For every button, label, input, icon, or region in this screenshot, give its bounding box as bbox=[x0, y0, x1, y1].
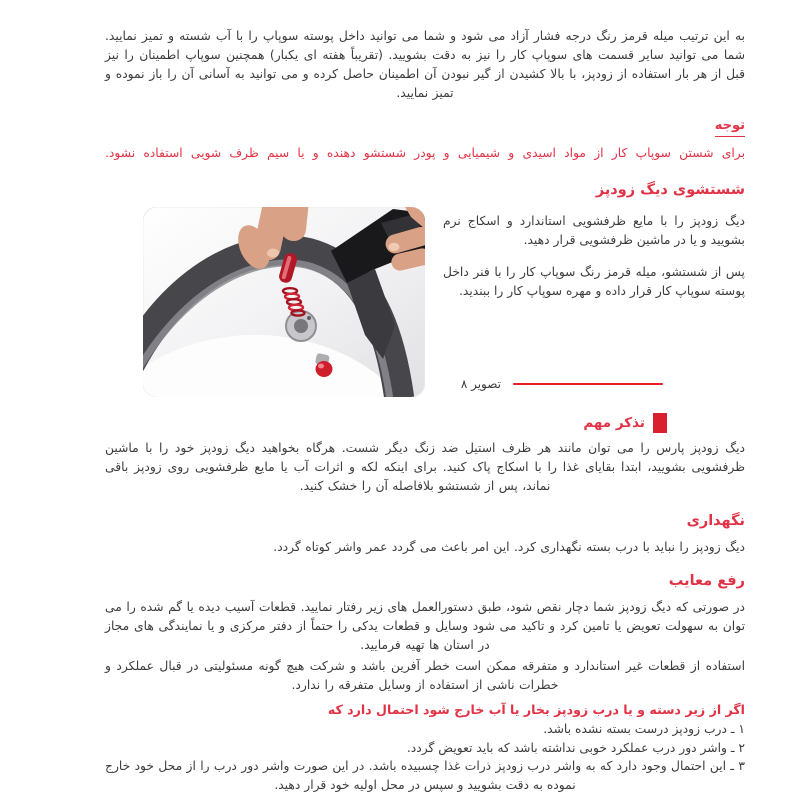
troubleshooting-section-title: رفع معایب bbox=[668, 573, 745, 589]
pressure-cooker-lid-photo bbox=[143, 207, 425, 397]
leak-cause-item: ۱ ـ درب زودپز درست بسته نشده باشد. bbox=[543, 722, 745, 736]
washing-text-column bbox=[443, 207, 745, 397]
leak-cause-item: ۳ ـ این احتمال وجود دارد که به واشر درب زودپز ذرات غذا چسبیده باشد. در این صورت واشر دور درب را از محل خود خارج نموده به دقت بشویید و سپس در محل اولیه خود قرار دهید. bbox=[105, 759, 745, 792]
washing-paragraph-1: دیگ زودپز را با مایع ظرفشویی استاندارد و اسکاج نرم بشویید و یا در ماشین ظرفشویی قرار دهید. bbox=[443, 214, 745, 247]
leak-cause-item: ۲ ـ واشر دور درب عملکرد خوبی نداشته باشد که باید تعویض گردد. bbox=[406, 740, 745, 755]
washing-section-title: شستشوی دیگ زودپز bbox=[595, 182, 745, 198]
troubleshooting-paragraph-2: استفاده از قطعات غیر استاندارد و متفرقه ممکن است خطر آفرین باشد و شرکت هیچ گونه مسئولیتی در قبال عملکرد و خطرات ناشی از استفاده از وسایل متفرقه را ندارد. bbox=[105, 659, 745, 692]
important-note-body: دیگ زودپز پارس را می توان مانند هر ظرف استیل ضد زنگ دیگر شست. هرگاه بخواهید دیگ زودپز خود را با ماشین ظرفشویی بشویید، ابتدا بقایای غذا را با اسکاج پاک کنید. برای اینکه لکه و اثرات آب یا مایع ظرفشویی روی زودپز باقی نماند، پس از شستشو بلافاصله آن را خشک کنید. bbox=[105, 441, 745, 493]
leak-causes-list bbox=[105, 720, 745, 794]
washing-section-row bbox=[105, 207, 745, 397]
storage-section-title: نگهداری bbox=[686, 513, 745, 529]
troubleshooting-paragraph-1: در صورتی که دیگ زودپز شما دچار نقص شود، طبق دستورالعمل های زیر رفتار نمایید. قطعات آسیب دیده یا گم شده را می توان به سهولت تعویض یا تامین کرد و تاکید می شود وسایل و قطعات یدکی را حتماً از دفتر مرکزی و یا نمایندگی های مجاز در استان ها تهیه فرمایید. bbox=[105, 600, 745, 652]
figure-caption-label: تصویر ۸ bbox=[460, 377, 501, 391]
red-square-bullet-icon bbox=[653, 413, 667, 433]
intro-paragraph: به این ترتیب میله قرمز رنگ درجه فشار آزاد می شود و شما می توانید داخل پوسته سوپاپ را با آب شسته و تمیز نمایید. شما می توانید سایر قسمت های سوپاپ کار را نیز به دقت بشویید. (تقریباً هفته ای یکبار) همچنین سوپاپ اطمینان را نیز قبل از هر بار استفاده از زودپز، با بالا کشیدن از گیر نبودن آن اطمینان حاصل کرده و می توانید به آسانی آن را باز نموده و تمیز نمایید. bbox=[105, 29, 745, 100]
notice-body: برای شستن سوپاپ کار از مواد اسیدی و شیمیایی و پودر شستشو دهنده و یا سیم ظرف شویی استفاده نشود. bbox=[105, 146, 745, 160]
important-note-header bbox=[105, 413, 667, 433]
washing-paragraph-2: پس از شستشو، میله قرمز رنگ سوپاپ کار را با فنر داخل پوسته سوپاپ کار قرار داده و مهره سوپاپ کار را ببندید. bbox=[443, 265, 745, 298]
notice-title: توجه bbox=[715, 118, 745, 137]
figure-caption bbox=[443, 377, 663, 391]
notice-section bbox=[105, 103, 745, 163]
important-note-section bbox=[105, 413, 745, 496]
figure-caption-line bbox=[513, 383, 663, 386]
leak-causes-title: اگر از زیر دسته و یا درب زودپز بخار یا آب خارج شود احتمال دارد که bbox=[327, 702, 745, 717]
important-note-title: تذکر مهم bbox=[583, 415, 645, 431]
storage-body: دیگ زودپز را نباید با درب بسته نگهداری کرد. این امر باعث می گردد عمر واشر کوتاه گردد. bbox=[273, 540, 745, 554]
